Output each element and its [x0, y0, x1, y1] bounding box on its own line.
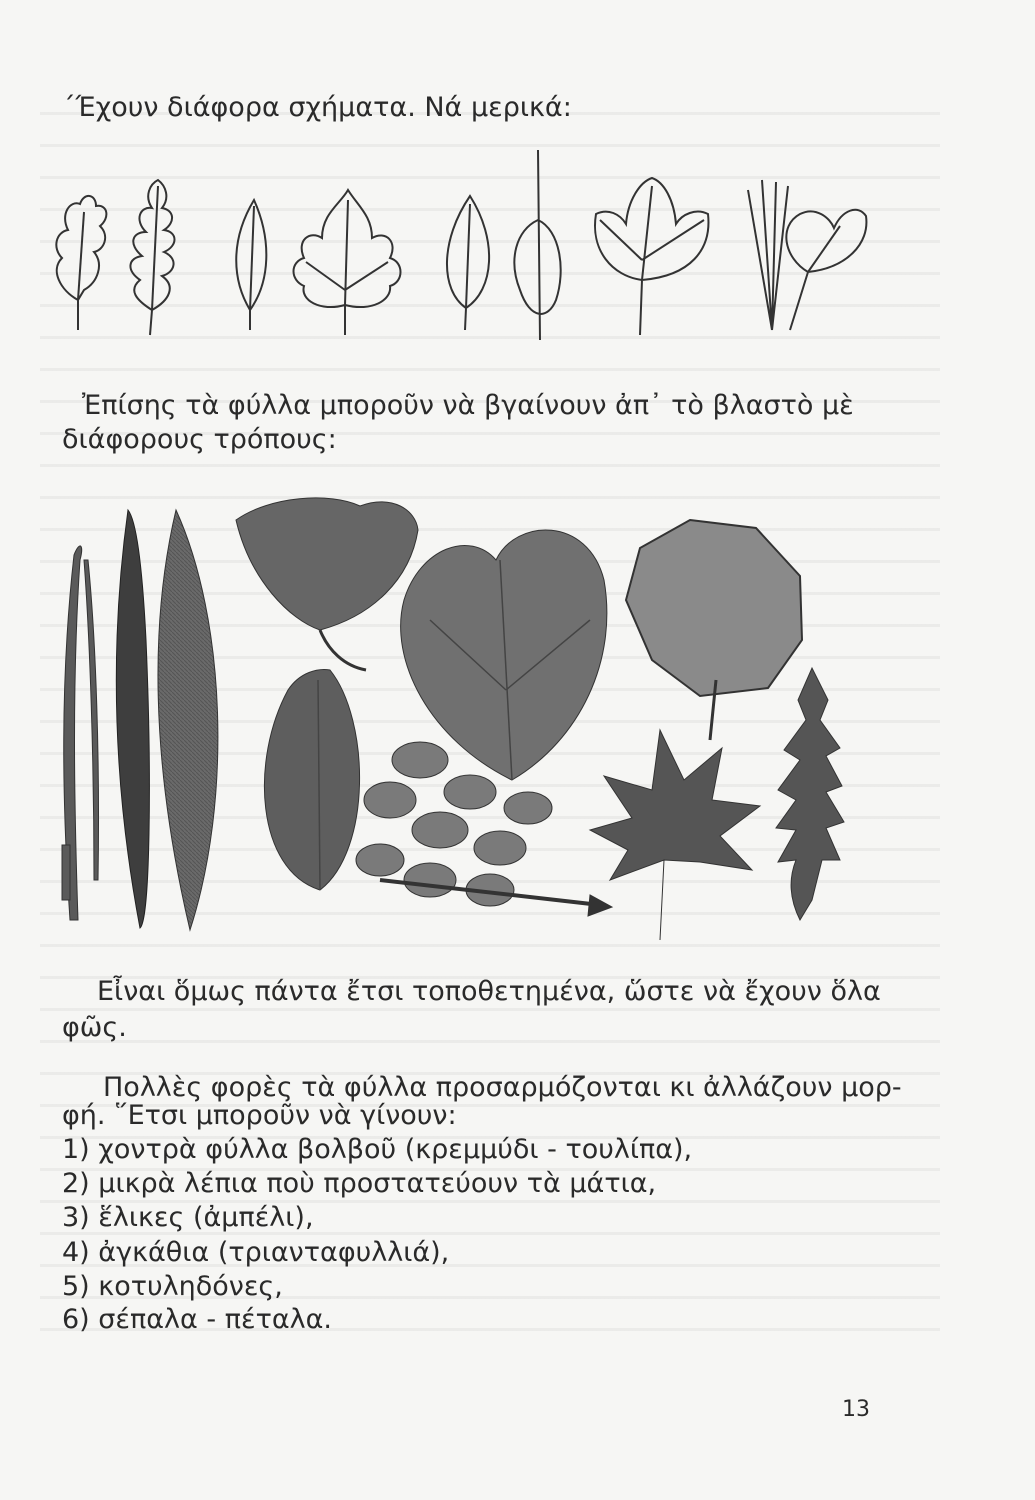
list-item: 1) χοντρὰ φύλλα βολβοῦ (κρεμμύδι - τουλίπα), — [62, 1134, 693, 1165]
leaf-ginkgo — [236, 498, 418, 670]
list-item: 3) ἕλικες (ἀμπέλι), — [62, 1202, 314, 1233]
leaf-elliptic — [264, 670, 359, 890]
leaf-linear — [116, 510, 149, 928]
leaf-compound-pinnate — [356, 742, 612, 916]
leaf-grass-blades — [62, 546, 99, 920]
text-light-line-2: φῶς. — [62, 1012, 127, 1043]
text-light-line-1: Εἶναι ὅμως πάντα ἔτσι τοποθετημένα, ὥστε νὰ ἔχουν ὅλα — [97, 976, 881, 1007]
text-arrangement-line-2: διάφορους τρόπους: — [62, 424, 337, 455]
leaf-peltate-round — [626, 520, 802, 740]
text-adapt-line-2: φή. ῞Ετσι μποροῦν νὰ γίνουν: — [62, 1100, 457, 1131]
list-item: 2) μικρὰ λέπια ποὺ προστατεύουν τὰ μάτια, — [62, 1168, 657, 1199]
list-item: 5) κοτυληδόνες, — [62, 1271, 283, 1302]
list-item: 4) ἀγκάθια (τριανταφυλλιά), — [62, 1237, 450, 1268]
text-arrangement-line-1: Ἐπίσης τὰ φύλλα μποροῦν νὰ βγαίνουν ἀπ᾽ τὸ βλαστὸ μὲ — [82, 390, 854, 421]
text-adapt-line-1: Πολλὲς φορὲς τὰ φύλλα προσαρμόζονται κι ἀλλάζουν μορ- — [103, 1072, 902, 1103]
leaf-palmate — [590, 730, 760, 940]
page-number: 13 — [842, 1397, 870, 1422]
list-item: 6) σέπαλα - πέταλα. — [62, 1304, 332, 1335]
leaf-heart-large — [401, 530, 607, 780]
leaf-lanceolate-long — [158, 510, 218, 930]
text-shapes-intro: ΄Έχουν διάφορα σχήματα. Νά μερικά: — [62, 92, 572, 123]
leaf-runcinate — [776, 668, 844, 920]
